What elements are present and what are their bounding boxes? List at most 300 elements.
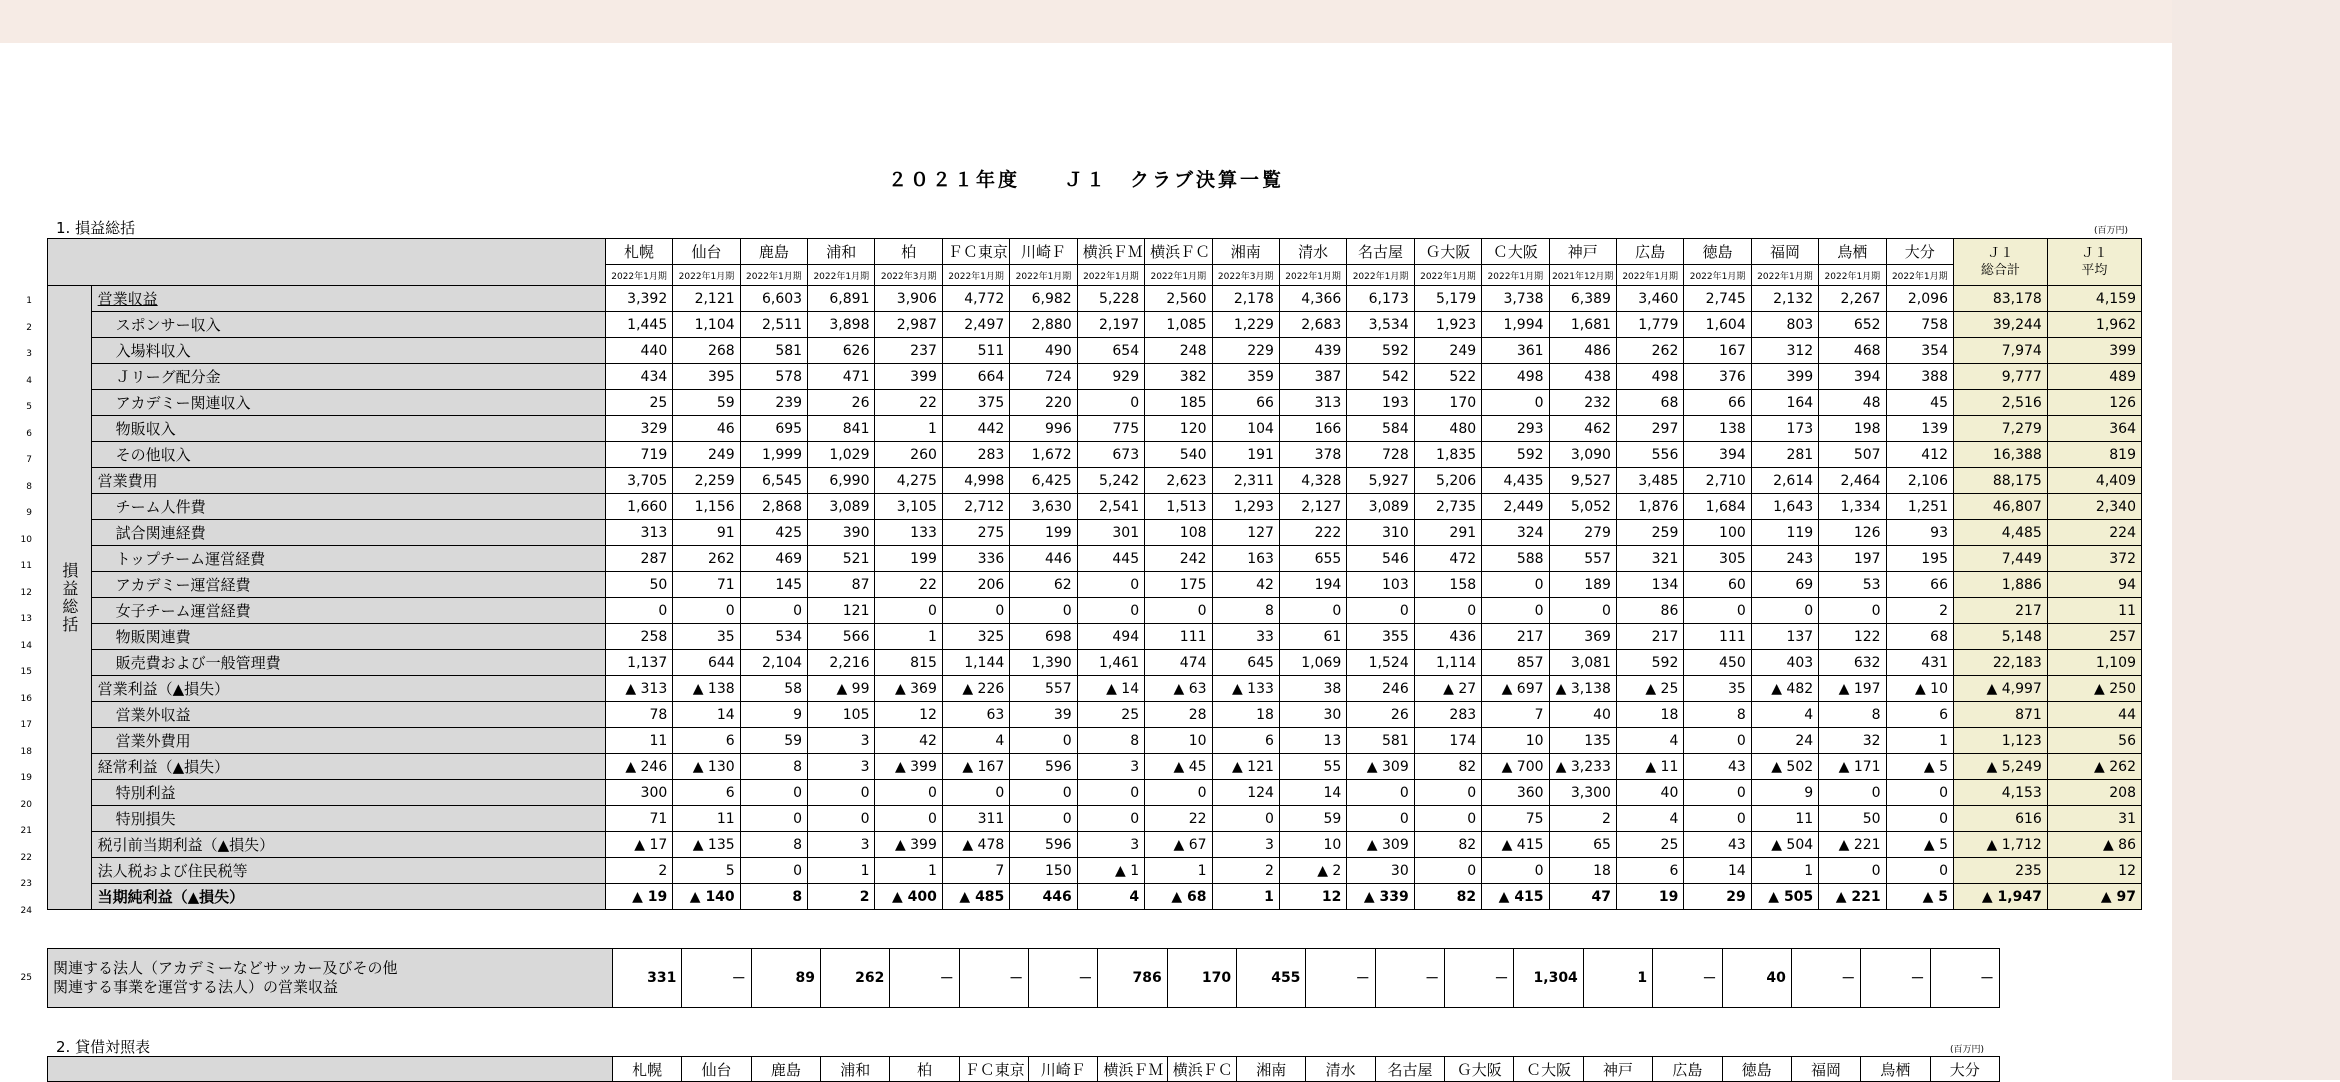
cell-value: ▲ 309 <box>1347 832 1414 858</box>
cell-value: 556 <box>1616 442 1683 468</box>
cell-value: 0 <box>942 598 1009 624</box>
cell-value: 71 <box>673 572 740 598</box>
cell-value: 82 <box>1414 884 1481 910</box>
row-number: 20 <box>20 799 32 810</box>
related-company-table <box>47 948 2000 1008</box>
cell-value: 0 <box>1414 598 1481 624</box>
cell-value: 126 <box>2047 390 2141 416</box>
row-label: スポンサー収入 <box>91 312 605 338</box>
cell-value: 163 <box>1212 546 1279 572</box>
cell-value: 6,982 <box>1010 286 1077 312</box>
cell-value: 78 <box>605 702 672 728</box>
cell-value: 217 <box>1482 624 1549 650</box>
cell-value: 390 <box>808 520 875 546</box>
cell-value: ▲ 505 <box>1751 884 1818 910</box>
cell-value: 30 <box>1347 858 1414 884</box>
cell-value: 237 <box>875 338 942 364</box>
cell-value: 3,485 <box>1616 468 1683 494</box>
cell-value: 43 <box>1684 754 1751 780</box>
pl-table <box>47 238 2142 910</box>
cell-value: 632 <box>1819 650 1886 676</box>
cell-value: 6 <box>673 728 740 754</box>
cell-value: 1,999 <box>740 442 807 468</box>
cell-value: 6 <box>1616 858 1683 884</box>
pl-row <box>48 728 2142 754</box>
cell-value: 6,389 <box>1549 286 1616 312</box>
cell-value: 7,279 <box>1953 416 2047 442</box>
club-header: Ｇ大阪 <box>1414 239 1481 265</box>
row-label: 物販収入 <box>91 416 605 442</box>
club-header: 横浜ＦＣ <box>1145 239 1212 265</box>
cell-value: 14 <box>1684 858 1751 884</box>
cell-value: 164 <box>1751 390 1818 416</box>
cell-value: 9 <box>740 702 807 728</box>
cell-value: 446 <box>1010 546 1077 572</box>
row-number: 1 <box>26 296 32 306</box>
cell-value: 3,105 <box>875 494 942 520</box>
cell-value: 4,328 <box>1279 468 1346 494</box>
cell-value: 275 <box>942 520 1009 546</box>
bs-table <box>47 1056 2000 1082</box>
cell-value: 1,029 <box>808 442 875 468</box>
pl-row <box>48 468 2142 494</box>
cell-value: 3 <box>808 832 875 858</box>
cell-value: 9 <box>1751 780 1818 806</box>
row-number: 8 <box>26 481 32 492</box>
cell-value: 59 <box>673 390 740 416</box>
cell-value: 262 <box>1616 338 1683 364</box>
row-number: 22 <box>20 852 32 863</box>
cell-value: 3,630 <box>1010 494 1077 520</box>
club-header: 名古屋 <box>1347 239 1414 265</box>
cell-value: 0 <box>1482 390 1549 416</box>
cell-value: 0 <box>673 598 740 624</box>
cell-value: 259 <box>1616 520 1683 546</box>
cell-value: 243 <box>1751 546 1818 572</box>
cell-value: 557 <box>1549 546 1616 572</box>
cell-value: 22 <box>875 390 942 416</box>
cell-value: ▲ 415 <box>1482 832 1549 858</box>
cell-value: 6,603 <box>740 286 807 312</box>
cell-value: 1,104 <box>673 312 740 338</box>
cell-value: 0 <box>1684 598 1751 624</box>
cell-value: 197 <box>1819 546 1886 572</box>
cell-value: 39 <box>1010 702 1077 728</box>
cell-value: 399 <box>875 364 942 390</box>
row-label: Ｊリーグ配分金 <box>91 364 605 390</box>
cell-value: 11 <box>605 728 672 754</box>
viewer-right-margin <box>2172 0 2340 1080</box>
club-header: Ｃ大阪 <box>1514 1057 1583 1082</box>
pl-row <box>48 702 2142 728</box>
cell-value: 4,998 <box>942 468 1009 494</box>
cell-value: 257 <box>2047 624 2141 650</box>
cell-value: 29 <box>1684 884 1751 910</box>
cell-value: ▲ 4,997 <box>1953 676 2047 702</box>
cell-value: 775 <box>1077 416 1144 442</box>
cell-value: 2,541 <box>1077 494 1144 520</box>
cell-value: 65 <box>1549 832 1616 858</box>
cell-value: 2,340 <box>2047 494 2141 520</box>
cell-value: 355 <box>1347 624 1414 650</box>
cell-value: 40 <box>1549 702 1616 728</box>
cell-value: 0 <box>1819 858 1886 884</box>
row-label: 経常利益（▲損失） <box>91 754 605 780</box>
cell-value: 2,216 <box>808 650 875 676</box>
row-label: 営業費用 <box>91 468 605 494</box>
cell-value: 540 <box>1145 442 1212 468</box>
cell-value: 1,137 <box>605 650 672 676</box>
fiscal-period: 2022年3月期 <box>1212 265 1279 286</box>
cell-value: 134 <box>1616 572 1683 598</box>
cell-value: 47 <box>1549 884 1616 910</box>
pl-row <box>48 442 2142 468</box>
cell-value: 1,779 <box>1616 312 1683 338</box>
cell-value: 38 <box>1279 676 1346 702</box>
cell-value: 434 <box>605 364 672 390</box>
cell-value: ▲ 97 <box>2047 884 2141 910</box>
row-label: 当期純利益（▲損失） <box>91 884 605 910</box>
cell-value: 4,275 <box>875 468 942 494</box>
cell-value: 2 <box>605 858 672 884</box>
cell-value: 246 <box>1347 676 1414 702</box>
bs-section-label: 2. 貸借対照表 <box>56 1038 151 1056</box>
related-value: － <box>890 949 959 1008</box>
cell-value: 0 <box>1010 806 1077 832</box>
row-label: アカデミー関連収入 <box>91 390 605 416</box>
pl-section-label: 1. 損益総括 <box>56 219 136 237</box>
cell-value: 235 <box>1953 858 2047 884</box>
club-header: 横浜ＦＭ <box>1098 1057 1167 1082</box>
cell-value: 3,089 <box>1347 494 1414 520</box>
cell-value: 19 <box>1616 884 1683 910</box>
row-number: 13 <box>20 614 32 624</box>
club-header: 福岡 <box>1791 1057 1860 1082</box>
cell-value: 1,293 <box>1212 494 1279 520</box>
cell-value: 2,511 <box>740 312 807 338</box>
club-header: 広島 <box>1616 239 1683 265</box>
cell-value: 354 <box>1886 338 1953 364</box>
cell-value: 399 <box>1751 364 1818 390</box>
cell-value: 5,228 <box>1077 286 1144 312</box>
row-number: 21 <box>20 826 32 836</box>
cell-value: 581 <box>1347 728 1414 754</box>
cell-value: 7 <box>942 858 1009 884</box>
cell-value: 0 <box>875 598 942 624</box>
club-header: 柏 <box>890 1057 959 1082</box>
cell-value: ▲ 135 <box>673 832 740 858</box>
related-label-line2: 関連する事業を運営する法人）の営業収益 <box>53 978 339 996</box>
cell-value: 2,104 <box>740 650 807 676</box>
related-value: 262 <box>821 949 890 1008</box>
cell-value: 0 <box>740 598 807 624</box>
cell-value: 1,962 <box>2047 312 2141 338</box>
cell-value: 0 <box>1347 780 1414 806</box>
cell-value: 652 <box>1819 312 1886 338</box>
pl-side-label: 損益総括 <box>48 286 92 910</box>
cell-value: 1,672 <box>1010 442 1077 468</box>
club-header: ＦＣ東京 <box>942 239 1009 265</box>
cell-value: 1 <box>808 858 875 884</box>
cell-value: 206 <box>942 572 1009 598</box>
cell-value: 281 <box>1751 442 1818 468</box>
cell-value: 12 <box>2047 858 2141 884</box>
fiscal-period: 2022年1月期 <box>1751 265 1818 286</box>
cell-value: 1 <box>1212 884 1279 910</box>
row-number: 6 <box>26 428 32 439</box>
cell-value: 0 <box>1886 806 1953 832</box>
cell-value: 217 <box>1616 624 1683 650</box>
club-header: 神戸 <box>1583 1057 1652 1082</box>
cell-value: 0 <box>1886 858 1953 884</box>
cell-value: 35 <box>1684 676 1751 702</box>
cell-value: 2,560 <box>1145 286 1212 312</box>
cell-value: 494 <box>1077 624 1144 650</box>
cell-value: 695 <box>740 416 807 442</box>
cell-value: 2,868 <box>740 494 807 520</box>
cell-value: 313 <box>1279 390 1346 416</box>
cell-value: ▲ 5 <box>1886 832 1953 858</box>
cell-value: 0 <box>1010 780 1077 806</box>
row-number: 4 <box>26 375 32 386</box>
row-number: 15 <box>20 667 32 677</box>
cell-value: 929 <box>1077 364 1144 390</box>
cell-value: 174 <box>1414 728 1481 754</box>
cell-value: 0 <box>1549 598 1616 624</box>
related-value: 170 <box>1167 949 1236 1008</box>
cell-value: 1 <box>875 858 942 884</box>
cell-value: ▲ 250 <box>2047 676 2141 702</box>
cell-value: 32 <box>1819 728 1886 754</box>
cell-value: 1,251 <box>1886 494 1953 520</box>
cell-value: 673 <box>1077 442 1144 468</box>
club-header: 湘南 <box>1237 1057 1306 1082</box>
row-label: 営業利益（▲損失） <box>91 676 605 702</box>
cell-value: 557 <box>1010 676 1077 702</box>
cell-value: 291 <box>1414 520 1481 546</box>
club-header: 福岡 <box>1751 239 1818 265</box>
header-blank <box>48 239 606 286</box>
cell-value: 0 <box>1347 806 1414 832</box>
cell-value: 596 <box>1010 832 1077 858</box>
cell-value: 462 <box>1549 416 1616 442</box>
cell-value: ▲ 17 <box>605 832 672 858</box>
cell-value: 145 <box>740 572 807 598</box>
cell-value: 592 <box>1347 338 1414 364</box>
cell-value: 542 <box>1347 364 1414 390</box>
cell-value: 1,390 <box>1010 650 1077 676</box>
cell-value: 0 <box>1077 572 1144 598</box>
cell-value: ▲ 99 <box>808 676 875 702</box>
club-header: 名古屋 <box>1375 1057 1444 1082</box>
cell-value: 336 <box>942 546 1009 572</box>
club-header: 鳥栖 <box>1861 1057 1930 1082</box>
club-header: 鹿島 <box>740 239 807 265</box>
fiscal-period: 2022年1月期 <box>1616 265 1683 286</box>
cell-value: 3,534 <box>1347 312 1414 338</box>
cell-value: ▲ 133 <box>1212 676 1279 702</box>
cell-value: ▲ 369 <box>875 676 942 702</box>
cell-value: 2,449 <box>1482 494 1549 520</box>
cell-value: 1,876 <box>1616 494 1683 520</box>
row-number: 2 <box>26 322 32 333</box>
pl-row <box>48 780 2142 806</box>
row-label: 営業収益 <box>91 286 605 312</box>
cell-value: 59 <box>1279 806 1346 832</box>
row-number: 3 <box>26 349 32 359</box>
cell-value: 30 <box>1279 702 1346 728</box>
cell-value: 14 <box>1279 780 1346 806</box>
cell-value: 0 <box>1010 598 1077 624</box>
document-title: ２０２１年度 Ｊ１ クラブ決算一覧 <box>887 169 1284 191</box>
cell-value: 521 <box>808 546 875 572</box>
cell-value: 139 <box>1886 416 1953 442</box>
cell-value: 199 <box>875 546 942 572</box>
cell-value: 645 <box>1212 650 1279 676</box>
cell-value: 498 <box>1482 364 1549 390</box>
cell-value: 105 <box>808 702 875 728</box>
cell-value: 312 <box>1751 338 1818 364</box>
cell-value: 69 <box>1751 572 1818 598</box>
cell-value: 8 <box>740 832 807 858</box>
cell-value: 46 <box>673 416 740 442</box>
cell-value: 86 <box>1616 598 1683 624</box>
cell-value: 1,114 <box>1414 650 1481 676</box>
related-value: 455 <box>1237 949 1306 1008</box>
cell-value: 474 <box>1145 650 1212 676</box>
cell-value: 26 <box>808 390 875 416</box>
cell-value: 127 <box>1212 520 1279 546</box>
cell-value: 2,614 <box>1751 468 1818 494</box>
cell-value: 249 <box>1414 338 1481 364</box>
row-number: 14 <box>20 640 32 651</box>
cell-value: 1,994 <box>1482 312 1549 338</box>
cell-value: 359 <box>1212 364 1279 390</box>
cell-value: 0 <box>1886 780 1953 806</box>
cell-value: 0 <box>1145 598 1212 624</box>
cell-value: 287 <box>605 546 672 572</box>
row-number: 11 <box>20 561 32 571</box>
related-value: － <box>1375 949 1444 1008</box>
cell-value: 293 <box>1482 416 1549 442</box>
cell-value: 1,085 <box>1145 312 1212 338</box>
related-value: 1,304 <box>1514 949 1583 1008</box>
cell-value: 5 <box>673 858 740 884</box>
cell-value: 189 <box>1549 572 1616 598</box>
club-header: 清水 <box>1306 1057 1375 1082</box>
cell-value: ▲ 5,249 <box>1953 754 2047 780</box>
cell-value: 108 <box>1145 520 1212 546</box>
cell-value: 297 <box>1616 416 1683 442</box>
club-header: 札幌 <box>613 1057 682 1082</box>
cell-value: ▲ 309 <box>1347 754 1414 780</box>
cell-value: 111 <box>1145 624 1212 650</box>
cell-value: ▲ 1,947 <box>1953 884 2047 910</box>
cell-value: 0 <box>1819 780 1886 806</box>
cell-value: 8 <box>740 884 807 910</box>
cell-value: ▲ 14 <box>1077 676 1144 702</box>
cell-value: 375 <box>942 390 1009 416</box>
cell-value: 325 <box>942 624 1009 650</box>
cell-value: 58 <box>740 676 807 702</box>
pl-row <box>48 858 2142 884</box>
cell-value: 208 <box>2047 780 2141 806</box>
pl-row <box>48 624 2142 650</box>
cell-value: 45 <box>1886 390 1953 416</box>
cell-value: 498 <box>1616 364 1683 390</box>
cell-value: 2,516 <box>1953 390 2047 416</box>
cell-value: 111 <box>1684 624 1751 650</box>
cell-value: 2,127 <box>1279 494 1346 520</box>
cell-value: 220 <box>1010 390 1077 416</box>
cell-value: 13 <box>1279 728 1346 754</box>
cell-value: 94 <box>2047 572 2141 598</box>
cell-value: 198 <box>1819 416 1886 442</box>
cell-value: 260 <box>875 442 942 468</box>
cell-value: 431 <box>1886 650 1953 676</box>
cell-value: 4,772 <box>942 286 1009 312</box>
cell-value: 68 <box>1616 390 1683 416</box>
cell-value: 173 <box>1751 416 1818 442</box>
cell-value: 7 <box>1482 702 1549 728</box>
club-header: 札幌 <box>605 239 672 265</box>
cell-value: 2,106 <box>1886 468 1953 494</box>
fiscal-period: 2022年1月期 <box>740 265 807 286</box>
cell-value: 399 <box>2047 338 2141 364</box>
cell-value: 588 <box>1482 546 1549 572</box>
related-value: － <box>1861 949 1930 1008</box>
cell-value: 480 <box>1414 416 1481 442</box>
cell-value: 6 <box>1886 702 1953 728</box>
cell-value: 313 <box>605 520 672 546</box>
cell-value: 1,835 <box>1414 442 1481 468</box>
cell-value: ▲ 700 <box>1482 754 1549 780</box>
fiscal-period: 2022年1月期 <box>1347 265 1414 286</box>
cell-value: ▲ 11 <box>1616 754 1683 780</box>
cell-value: 224 <box>2047 520 2141 546</box>
row-label: チーム人件費 <box>91 494 605 520</box>
cell-value: 1,144 <box>942 650 1009 676</box>
club-header: Ｃ大阪 <box>1482 239 1549 265</box>
cell-value: 4 <box>942 728 1009 754</box>
row-label: 女子チーム運営経費 <box>91 598 605 624</box>
cell-value: 2,712 <box>942 494 1009 520</box>
club-header: 清水 <box>1279 239 1346 265</box>
cell-value: 121 <box>808 598 875 624</box>
cell-value: 222 <box>1279 520 1346 546</box>
row-number: 19 <box>20 773 32 783</box>
cell-value: 66 <box>1886 572 1953 598</box>
cell-value: 311 <box>942 806 1009 832</box>
row-label: 特別損失 <box>91 806 605 832</box>
row-label: 税引前当期利益（▲損失） <box>91 832 605 858</box>
cell-value: ▲ 197 <box>1819 676 1886 702</box>
pl-row <box>48 312 2142 338</box>
cell-value: 9,777 <box>1953 364 2047 390</box>
cell-value: 857 <box>1482 650 1549 676</box>
fiscal-period: 2022年1月期 <box>605 265 672 286</box>
cell-value: 59 <box>740 728 807 754</box>
cell-value: 425 <box>740 520 807 546</box>
cell-value: 378 <box>1279 442 1346 468</box>
cell-value: 33 <box>1212 624 1279 650</box>
fiscal-period: 2022年3月期 <box>875 265 942 286</box>
cell-value: 0 <box>1684 780 1751 806</box>
cell-value: 71 <box>605 806 672 832</box>
cell-value: 0 <box>1279 598 1346 624</box>
cell-value: 242 <box>1145 546 1212 572</box>
cell-value: 0 <box>1414 806 1481 832</box>
